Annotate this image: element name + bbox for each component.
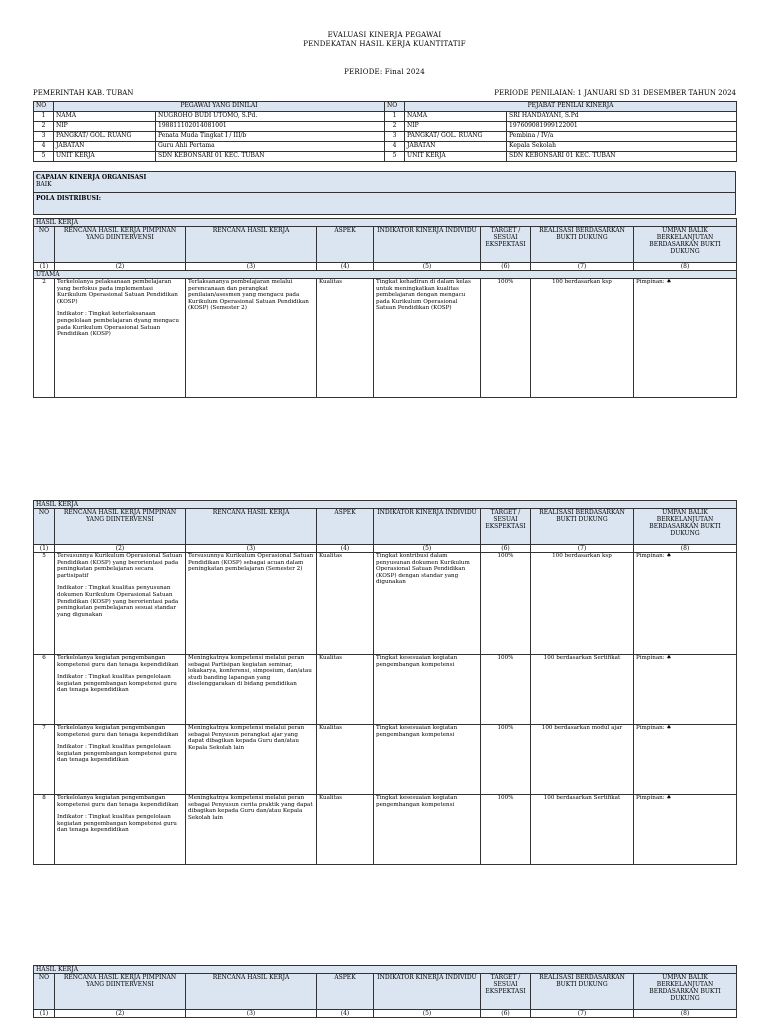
col-header: UMPAN BALIK BERKELANJUTAN BERDASARKAN BUKTI DUKUNG bbox=[634, 974, 737, 1010]
col-header: RENCANA HASIL KERJA bbox=[186, 974, 317, 1010]
col-header: TARGET / SESUAI EKSPEKTASI bbox=[481, 227, 531, 263]
field-value: NUGROHO BUDI UTOMO, S.Pd. bbox=[156, 112, 385, 122]
col-header: TARGET / SESUAI EKSPEKTASI bbox=[481, 974, 531, 1010]
title-evaluasi: EVALUASI KINERJA PEGAWAI bbox=[327, 31, 442, 39]
col-number: (4) bbox=[317, 545, 374, 553]
periode-penilaian: PERIODE PENILAIAN: 1 JANUARI SD 31 DESEMBER TAHUN 2024 bbox=[494, 89, 736, 97]
row-no: 2 bbox=[385, 122, 405, 132]
field-label: UNIT KERJA bbox=[405, 152, 507, 162]
realisasi-cell: 100 berdasarkan ksp bbox=[531, 279, 634, 398]
col-number: (7) bbox=[531, 263, 634, 271]
col-number: (3) bbox=[186, 545, 317, 553]
column-number-row bbox=[34, 1010, 737, 1018]
iki-cell: Tingkat kesesuaian kegiatan pengembangan kompetensi bbox=[374, 655, 481, 725]
aspek-cell: Kualitas bbox=[317, 553, 374, 655]
umpan-balik-cell: Pimpinan: ♠ bbox=[634, 725, 737, 795]
col-header: RENCANA HASIL KERJA bbox=[186, 227, 317, 263]
section-label-row bbox=[34, 219, 737, 227]
row-no: 8 bbox=[34, 795, 55, 865]
column-header-row bbox=[34, 974, 737, 1010]
col-number: (6) bbox=[481, 263, 531, 271]
realisasi-cell: 100 berdasarkan ksp bbox=[531, 553, 634, 655]
rhk-pimpinan-text: Terkelolanya kegiatan pengembangan kompetensi guru dan tenaga kependidikan bbox=[57, 725, 179, 738]
rhk-pimpinan-indikator: Indikator : Tingkat kualitas penyusunan dokumen Kurikulum Operasional Satuan Pendidikan (KOSP) yang berorientasi pada peningkatan pembelajaran sesuai standar yang digunakan bbox=[57, 585, 179, 618]
hasil-kerja-label: HASIL KERJA bbox=[34, 966, 737, 974]
rhk-cell: Meningkatnya kompetensi melalui peran sebagai Penyusun perangkat ajar yang dapat dibagikan kepada Guru dan/atau Kepala Sekolah lain bbox=[186, 725, 317, 795]
table-row bbox=[34, 655, 737, 725]
col-number: (2) bbox=[55, 1010, 186, 1018]
table-row bbox=[34, 725, 737, 795]
col-header: RENCANA HASIL KERJA PIMPINAN YANG DIINTERVENSI bbox=[55, 227, 186, 263]
realisasi-cell: 100 berdasarkan modul ajar bbox=[531, 725, 634, 795]
rhk-pimpinan-indikator: Indikator : Tingkat kualitas pengelolaan kegiatan pengembangan kompetensi guru dan tenaga kependidikan bbox=[57, 814, 177, 834]
title-pendekatan: PENDEKATAN HASIL KERJA KUANTITATIF bbox=[303, 40, 466, 48]
field-value: Kepala Sekolah bbox=[507, 142, 737, 152]
column-number-row bbox=[34, 545, 737, 553]
no-header: NO bbox=[34, 102, 54, 112]
aspek-cell: Kualitas bbox=[317, 279, 374, 398]
umpan-balik-cell: Pimpinan: ♠ bbox=[634, 655, 737, 725]
field-label: JABATAN bbox=[54, 142, 156, 152]
field-value: Penata Muda Tingkat I / III/b bbox=[156, 132, 385, 142]
row-no: 4 bbox=[34, 142, 54, 152]
pola-row bbox=[34, 193, 736, 215]
rhk-cell: Terlaksananya pembelajaran melalui perencanaan dan perangkat penilaian/asesmen yang mengacu pada Kurikulum Operasional Satuan Pendidikan (KOSP) (Semester 2) bbox=[186, 279, 317, 398]
umpan-balik-cell: Pimpinan: ♠ bbox=[634, 795, 737, 865]
table-row bbox=[34, 795, 737, 865]
col-number: (3) bbox=[186, 263, 317, 271]
col-header: NO bbox=[34, 227, 55, 263]
identity-header-row bbox=[34, 102, 737, 112]
rhk-cell: Meningkatnya kompetensi melalui peran sebagai Penyusun cerita praktik yang dapat dibagikan kepada Guru dan/atau Kepala Sekolah lain bbox=[186, 795, 317, 865]
col-number: (1) bbox=[34, 545, 55, 553]
hasil-kerja-table-2 bbox=[33, 500, 737, 865]
rhk-pimpinan-text: Terkelolanya pelaksanaan pembelajaran yang berfokus pada implementasi Kurikulum Operasional Satuan Pendidikan (KOSP) bbox=[57, 279, 178, 305]
col-header: UMPAN BALIK BERKELANJUTAN BERDASARKAN BUKTI DUKUNG bbox=[634, 227, 737, 263]
col-header: INDIKATOR KINERJA INDIVIDU bbox=[374, 227, 481, 263]
col-number: (5) bbox=[374, 263, 481, 271]
row-no: 1 bbox=[385, 112, 405, 122]
rhk-pimpinan-text: Terkelolanya kegiatan pengembangan kompetensi guru dan tenaga kependidikan bbox=[57, 655, 179, 668]
iki-cell: Tingkat kontribusi dalam penyusunan dokumen Kurikulum Operasional Satuan Pendidikan (KOSP) dengan standar yang digunakan bbox=[374, 553, 481, 655]
col-header: INDIKATOR KINERJA INDIVIDU bbox=[374, 974, 481, 1010]
col-header: RENCANA HASIL KERJA PIMPINAN YANG DIINTERVENSI bbox=[55, 509, 186, 545]
column-header-row bbox=[34, 509, 737, 545]
hasil-kerja-table-3 bbox=[33, 965, 737, 1018]
umpan-balik-cell: Pimpinan: ♠ bbox=[634, 553, 737, 655]
row-no: 3 bbox=[385, 132, 405, 142]
periode-label: PERIODE: Final 2024 bbox=[344, 68, 425, 76]
col-number: (3) bbox=[186, 1010, 317, 1018]
col-number: (8) bbox=[634, 263, 737, 271]
row-no: 2 bbox=[34, 279, 55, 398]
col-header: RENCANA HASIL KERJA PIMPINAN YANG DIINTERVENSI bbox=[55, 974, 186, 1010]
col-header: ASPEK bbox=[317, 227, 374, 263]
hasil-kerja-table-1 bbox=[33, 218, 737, 398]
capaian-label: CAPAIAN KINERJA ORGANISASI bbox=[36, 174, 147, 181]
identity-row bbox=[34, 122, 737, 132]
col-number: (4) bbox=[317, 1010, 374, 1018]
utama-row bbox=[34, 271, 737, 279]
row-no: 5 bbox=[34, 553, 55, 655]
realisasi-cell: 100 berdasarkan Sertifikat bbox=[531, 655, 634, 725]
row-no: 3 bbox=[34, 132, 54, 142]
identity-row bbox=[34, 152, 737, 162]
col-number: (7) bbox=[531, 1010, 634, 1018]
col-header: UMPAN BALIK BERKELANJUTAN BERDASARKAN BUKTI DUKUNG bbox=[634, 509, 737, 545]
target-cell: 100% bbox=[481, 725, 531, 795]
aspek-cell: Kualitas bbox=[317, 655, 374, 725]
rhk-pimpinan-cell bbox=[55, 279, 186, 398]
pola-label: POLA DISTRIBUSI: bbox=[34, 193, 736, 215]
penilai-header: PEJABAT PENILAI KINERJA bbox=[405, 102, 737, 112]
row-no: 1 bbox=[34, 112, 54, 122]
table-row bbox=[34, 279, 737, 398]
target-cell: 100% bbox=[481, 795, 531, 865]
col-number: (4) bbox=[317, 263, 374, 271]
col-header: ASPEK bbox=[317, 509, 374, 545]
col-number: (7) bbox=[531, 545, 634, 553]
aspek-cell: Kualitas bbox=[317, 725, 374, 795]
identity-row bbox=[34, 132, 737, 142]
target-cell: 100% bbox=[481, 655, 531, 725]
iki-cell: Tingkat kesesuaian kegiatan pengembangan kompetensi bbox=[374, 795, 481, 865]
field-value: Pembina / IV/a bbox=[507, 132, 737, 142]
col-number: (6) bbox=[481, 545, 531, 553]
rhk-pimpinan-cell bbox=[55, 553, 186, 655]
col-number: (1) bbox=[34, 263, 55, 271]
realisasi-cell: 100 berdasarkan Sertifikat bbox=[531, 795, 634, 865]
field-value: Guru Ahli Pertama bbox=[156, 142, 385, 152]
col-header: RENCANA HASIL KERJA bbox=[186, 509, 317, 545]
umpan-balik-cell: Pimpinan: ♠ bbox=[634, 279, 737, 398]
row-no: 5 bbox=[34, 152, 54, 162]
col-number: (8) bbox=[634, 1010, 737, 1018]
field-label: NAMA bbox=[54, 112, 156, 122]
rhk-pimpinan-text: Tersusunnya Kurikulum Operasional Satuan Pendidikan (KOSP) yang berorientasi pada peningkatan pembelajaran secara partisipatif bbox=[57, 553, 183, 579]
field-value: SRI HANDAYANI, S.Pd bbox=[507, 112, 737, 122]
rhk-pimpinan-indikator: Indikator : Tingkat keterlaksanaan pengelolaan pembelajaran dyang mengacu pada Kurikulum Operasional Satuan Pendidikan (KOSP) bbox=[57, 311, 179, 338]
rhk-pimpinan-text: Terkelolanya kegiatan pengembangan kompetensi guru dan tenaga kependidikan bbox=[57, 795, 179, 808]
field-label: NAMA bbox=[405, 112, 507, 122]
column-header-row bbox=[34, 227, 737, 263]
row-no: 6 bbox=[34, 655, 55, 725]
col-header: ASPEK bbox=[317, 974, 374, 1010]
col-number: (2) bbox=[55, 263, 186, 271]
capaian-value: BAIK bbox=[36, 181, 52, 188]
col-number: (5) bbox=[374, 545, 481, 553]
rhk-pimpinan-cell bbox=[55, 795, 186, 865]
col-number: (8) bbox=[634, 545, 737, 553]
col-number: (2) bbox=[55, 545, 186, 553]
capaian-table bbox=[33, 171, 736, 215]
col-number: (5) bbox=[374, 1010, 481, 1018]
col-header: TARGET / SESUAI EKSPEKTASI bbox=[481, 509, 531, 545]
col-header: REALISASI BERDASARKAN BUKTI DUKUNG bbox=[531, 974, 634, 1010]
rhk-pimpinan-indikator: Indikator : Tingkat kualitas pengelolaan kegiatan pengembangan kompetensi guru dan tenaga kependidikan bbox=[57, 674, 177, 694]
row-no: 7 bbox=[34, 725, 55, 795]
field-value: 197609081999122001 bbox=[507, 122, 737, 132]
instansi-name: PEMERINTAH KAB. TUBAN bbox=[33, 89, 134, 97]
hasil-kerja-label: HASIL KERJA bbox=[34, 501, 737, 509]
aspek-cell: Kualitas bbox=[317, 795, 374, 865]
row-no: 4 bbox=[385, 142, 405, 152]
column-number-row bbox=[34, 263, 737, 271]
rhk-pimpinan-indikator: Indikator : Tingkat kualitas pengelolaan kegiatan pengembangan kompetensi guru dan tenaga kependidikan bbox=[57, 744, 177, 764]
table-row bbox=[34, 553, 737, 655]
identity-row bbox=[34, 112, 737, 122]
field-label: JABATAN bbox=[405, 142, 507, 152]
hasil-kerja-label: HASIL KERJA bbox=[34, 219, 737, 227]
iki-cell: Tingkat kesesuaian kegiatan pengembangan kompetensi bbox=[374, 725, 481, 795]
target-cell: 100% bbox=[481, 553, 531, 655]
col-header: NO bbox=[34, 509, 55, 545]
document-header bbox=[33, 31, 736, 49]
field-value: SDN KEBONSARI 01 KEC. TUBAN bbox=[156, 152, 385, 162]
identity-table bbox=[33, 101, 737, 162]
no-header: NO bbox=[385, 102, 405, 112]
target-cell: 100% bbox=[481, 279, 531, 398]
utama-label: UTAMA bbox=[34, 271, 737, 279]
field-label: NIP bbox=[405, 122, 507, 132]
field-label: PANGKAT/ GOL. RUANG bbox=[54, 132, 156, 142]
capaian-row bbox=[34, 172, 736, 193]
rhk-pimpinan-cell bbox=[55, 655, 186, 725]
instansi-row bbox=[33, 89, 736, 97]
iki-cell: Tingkat kehadiran di dalam kelas untuk meningkatkan kualitas pembelajaran dengan mengacu pada Kurikulum Operasional Satuan Pendidikan (KOSP) bbox=[374, 279, 481, 398]
identity-row bbox=[34, 142, 737, 152]
col-number: (6) bbox=[481, 1010, 531, 1018]
rhk-pimpinan-cell bbox=[55, 725, 186, 795]
col-header: REALISASI BERDASARKAN BUKTI DUKUNG bbox=[531, 509, 634, 545]
row-no: 2 bbox=[34, 122, 54, 132]
row-no: 5 bbox=[385, 152, 405, 162]
rhk-cell: Tersusunnya Kurikulum Operasional Satuan Pendidikan (KOSP) sebagai acuan dalam peningkatan pembelajaran (Semester 2) bbox=[186, 553, 317, 655]
field-label: UNIT KERJA bbox=[54, 152, 156, 162]
col-header: NO bbox=[34, 974, 55, 1010]
col-header: REALISASI BERDASARKAN BUKTI DUKUNG bbox=[531, 227, 634, 263]
field-value: 198811102014081001 bbox=[156, 122, 385, 132]
section-label-row bbox=[34, 501, 737, 509]
rhk-cell: Meningkatnya kompetensi melalui peran sebagai Partisipan kegiatan seminar, lokakarya, konferensi, simposium, dan/atau studi banding lapangan yang diselenggarakan di bidang pendidikan bbox=[186, 655, 317, 725]
field-label: NIP bbox=[54, 122, 156, 132]
col-number: (1) bbox=[34, 1010, 55, 1018]
section-label-row bbox=[34, 966, 737, 974]
field-label: PANGKAT/ GOL. RUANG bbox=[405, 132, 507, 142]
col-header: INDIKATOR KINERJA INDIVIDU bbox=[374, 509, 481, 545]
field-value: SDN KEBONSARI 01 KEC. TUBAN bbox=[507, 152, 737, 162]
pegawai-header: PEGAWAI YANG DINILAI bbox=[54, 102, 385, 112]
